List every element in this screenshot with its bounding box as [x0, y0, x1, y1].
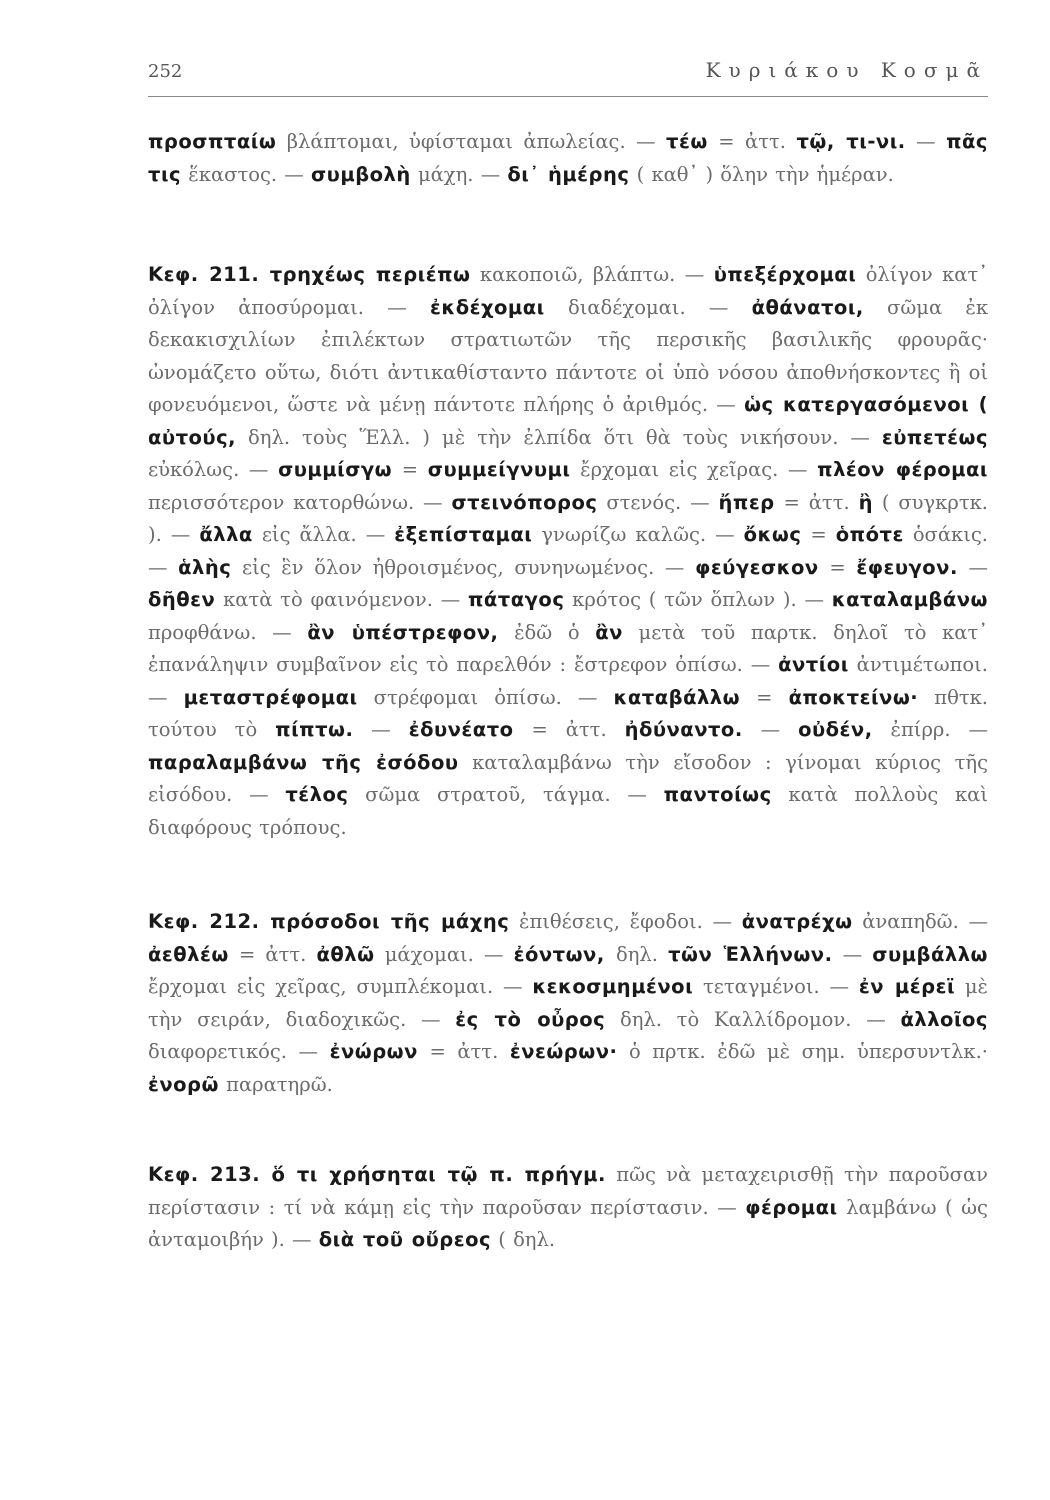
definition-text: = ἀττ.	[513, 718, 625, 741]
definition-text: ὀλίγον κατ᾽ ὀλίγον ἀποσύρομαι. —	[148, 263, 988, 319]
headword: στεινόπορος	[451, 490, 598, 514]
definition-text: γνωρίζω καλῶς. —	[532, 523, 744, 546]
definition-text: ἐπίρρ. —	[872, 718, 988, 741]
headword: Κεφ. 211. τρηχέως περιέπω	[148, 263, 471, 286]
headword: οὐδέν,	[798, 718, 873, 741]
headword: παραλαμβάνω τῆς ἐσόδου	[148, 750, 459, 774]
definition-text: κατὰ τὸ φαινόμενον. —	[215, 588, 468, 611]
definition-text: πθτκ. τούτου τὸ	[148, 685, 988, 741]
headword: ἀντίοι	[778, 653, 849, 676]
headword: ἐνορῶ	[148, 1072, 219, 1096]
definition-text: =	[392, 458, 428, 481]
definition-text: = ἀττ.	[774, 490, 859, 514]
headword: πάταγος	[467, 588, 565, 611]
definition-text: —	[957, 555, 989, 579]
definition-text: —	[832, 942, 873, 966]
glossary-paragraph	[148, 259, 988, 844]
definition-text: =	[801, 523, 836, 546]
headword: τέλος	[285, 783, 349, 806]
definition-text: εἰς ἄλλα. —	[252, 523, 395, 546]
definition-text: δηλ. τοὺς Ἕλλ. ) μὲ τὴν ἐλπίδα ὅτι θὰ τοὺς νικήσουν. —	[236, 425, 882, 449]
header-rule	[148, 96, 988, 97]
definition-text: σῶμα στρατοῦ, τάγμα. —	[348, 783, 664, 806]
definition-text: βλάπτομαι, ὑφίσταμαι ἀπωλείας. —	[276, 130, 667, 153]
headword: ἀθλῶ	[316, 942, 375, 966]
headword: πᾶς τις	[148, 130, 988, 186]
headword: παντοίως	[663, 783, 772, 806]
headword: ἄλλα	[199, 523, 253, 546]
definition-text: μάχομαι. —	[374, 942, 514, 966]
headword: ἐνεώρων·	[509, 1040, 618, 1063]
definition-text: εὐκόλως. —	[148, 458, 279, 481]
definition-text: ὁ πρτκ. ἐδῶ μὲ σημ. ὑπερσυντλκ.·	[617, 1040, 988, 1063]
headword: ἐκδέχομαι	[429, 295, 545, 319]
definition-text: δηλ. τὸ Καλλίδρομον. —	[605, 1007, 901, 1031]
headword: ἐόντων,	[513, 942, 616, 966]
headword: ἂν ὑπέστρεφον,	[307, 620, 499, 644]
definition-text: ἀναπηδῶ. —	[852, 910, 988, 933]
page-number: 252	[148, 61, 183, 82]
definition-text: μάχη. —	[410, 162, 508, 186]
headword: Κεφ. 212. πρόσοδοι τῆς μάχης	[148, 910, 510, 933]
definition-text: κατὰ πολλοὺς καὶ διαφόρους τρόπους.	[148, 783, 988, 839]
headword: ἐδυνέατο	[408, 718, 514, 741]
headword: φεύγεσκον	[695, 555, 819, 579]
definition-text: λαμβάνω ( ὡς ἀνταμοιβήν ). —	[148, 1195, 988, 1251]
headword: ἀποκτείνω·	[788, 685, 919, 709]
headword: κεκοσμημένοι	[532, 975, 694, 998]
definition-text: —	[742, 718, 799, 741]
headword: ὡς κατεργασόμενοι ( αὐτούς,	[148, 393, 989, 449]
definition-text: ἕκαστος. —	[181, 162, 311, 186]
definition-text: ( συγκρτκ. ). —	[148, 490, 988, 546]
definition-text: κακοποιῶ, βλάπτω. —	[470, 263, 714, 286]
headword: ἠδύναντο.	[624, 718, 743, 741]
headword: καταβάλλω	[613, 685, 741, 709]
definition-text: διαδέχομαι. —	[544, 295, 752, 319]
running-head	[148, 58, 988, 82]
headword: μεταστρέφομαι	[183, 685, 358, 709]
headword: ὁπότε	[835, 523, 904, 546]
headword: ἀνατρέχω	[741, 910, 853, 933]
definition-text: καταλαμβάνω τὴν εἴσοδον : γίνομαι κύριος τῆς εἰσόδου. —	[148, 750, 988, 806]
headword: Κεφ. 213. ὅ τι χρήσηται τῷ π. πρήγμ.	[148, 1163, 606, 1186]
definition-text: ὁσάκις. —	[148, 523, 988, 579]
headword: προσπταίω	[148, 130, 277, 153]
definition-text: παρατηρῶ.	[218, 1072, 333, 1096]
definition-text: στενός. —	[597, 490, 719, 514]
headword: ἐνώρων	[329, 1040, 418, 1063]
headword: τέω	[666, 130, 708, 153]
glossary-paragraph	[148, 906, 988, 1101]
definition-text: μὲ τὴν σειράν, διαδοχικῶς. —	[148, 975, 988, 1031]
headword: καταλαμβάνω	[831, 588, 988, 611]
definition-text: τεταγμένοι. —	[693, 975, 859, 998]
headword: τῷ, τι-νι.	[796, 130, 906, 153]
headword: ἐξεπίσταμαι	[394, 523, 533, 546]
definition-text: προφθάνω. —	[148, 620, 308, 644]
headword: συμβολὴ	[310, 162, 411, 186]
definition-text: ἔρχομαι εἰς χεῖρας. —	[570, 458, 818, 481]
definition-text: —	[353, 718, 409, 741]
headword: ἂν	[595, 620, 623, 644]
definition-text: ἐδῶ ὁ	[498, 620, 596, 644]
definition-text: ἀντιμέτωποι. —	[148, 653, 988, 709]
headword: εὐπετέως	[881, 425, 988, 449]
headword: ἤπερ	[718, 490, 775, 514]
definition-text: στρέφομαι ὀπίσω. —	[357, 685, 614, 709]
headword: δι᾽ ἡμέρης	[507, 162, 630, 186]
headword: ἔφευγον.	[856, 555, 958, 579]
glossary-paragraph	[148, 126, 988, 191]
headword: φέρομαι	[745, 1195, 838, 1219]
headword: ὄκως	[743, 523, 802, 546]
definition-text: =	[818, 555, 857, 579]
definition-text: = ἀττ.	[417, 1040, 510, 1063]
headword: ἢ	[858, 490, 873, 514]
headword: διὰ τοῦ οὔρεος	[318, 1228, 492, 1251]
headword: πίπτω.	[275, 718, 354, 741]
headword: ὑπεξέρχομαι	[713, 263, 857, 286]
definition-text: ( καθ᾽ ) ὅλην τὴν ἡμέραν.	[629, 162, 894, 186]
definition-text: ἐπιθέσεις, ἔφοδοι. —	[509, 910, 742, 933]
definition-text: σῶμα ἐκ δεκακισχιλίων ἐπιλέκτων στρατιωτῶν τῆς περσικῆς βασιλικῆς φρουρᾶς· ὠνομάζετο οὕτω, διότι ἀντικαθίσταντο πάντοτε οἱ ὑπὸ νόσου ἀποθνήσκοντες ἢ οἱ φονευόμενοι, ὥστε νὰ μένῃ πάντοτε πλήρης ὁ ἀριθμός. —	[148, 295, 989, 416]
definition-text: = ἀττ.	[707, 130, 797, 153]
definition-text: = ἀττ.	[228, 942, 317, 966]
glossary-body	[148, 126, 988, 1257]
definition-text: διαφορετικός. —	[148, 1040, 330, 1063]
definition-text: πῶς νὰ μεταχειρισθῇ τὴν παροῦσαν περίστασιν : τί νὰ κάμῃ εἰς τὴν παροῦσαν περίστασιν. —	[148, 1163, 988, 1219]
definition-text: ( δηλ.	[491, 1228, 556, 1251]
headword: συμμίσγω	[278, 458, 393, 481]
running-title: Κυριάκου Κοσμᾶ	[705, 58, 988, 82]
headword: συμμείγνυμι	[427, 458, 571, 481]
definition-text: μετὰ τοῦ παρτκ. δηλοῖ τὸ κατ᾽ ἐπανάληψιν συμβαῖνον εἰς τὸ παρελθόν : ἔστρεφον ὀπίσω. —	[148, 620, 989, 676]
headword: ἐς τὸ οὖρος	[455, 1007, 606, 1031]
definition-text: δηλ.	[615, 942, 669, 966]
glossary-paragraph	[148, 1159, 988, 1257]
definition-text: —	[905, 130, 947, 153]
headword: ἀλλοῖος	[900, 1007, 988, 1031]
headword: δῆθεν	[148, 588, 216, 611]
headword: ἁλὴς	[178, 555, 232, 579]
headword: ἀεθλέω	[148, 942, 229, 966]
headword: τῶν Ἑλλήνων.	[668, 942, 833, 966]
definition-text: εἰς ἓν ὅλον ἠθροισμένος, συνηνωμένος. —	[231, 555, 696, 579]
definition-text: περισσότερον κατορθώνω. —	[148, 490, 452, 514]
definition-text: ἔρχομαι εἰς χεῖρας, συμπλέκομαι. —	[148, 975, 533, 998]
headword: ἀθάνατοι,	[751, 295, 864, 319]
definition-text: κρότος ( τῶν ὅπλων ). —	[564, 588, 832, 611]
headword: πλέον φέρομαι	[817, 458, 988, 481]
definition-text: =	[740, 685, 789, 709]
headword: συμβάλλω	[872, 942, 988, 966]
headword: ἐν μέρεϊ	[858, 975, 956, 998]
